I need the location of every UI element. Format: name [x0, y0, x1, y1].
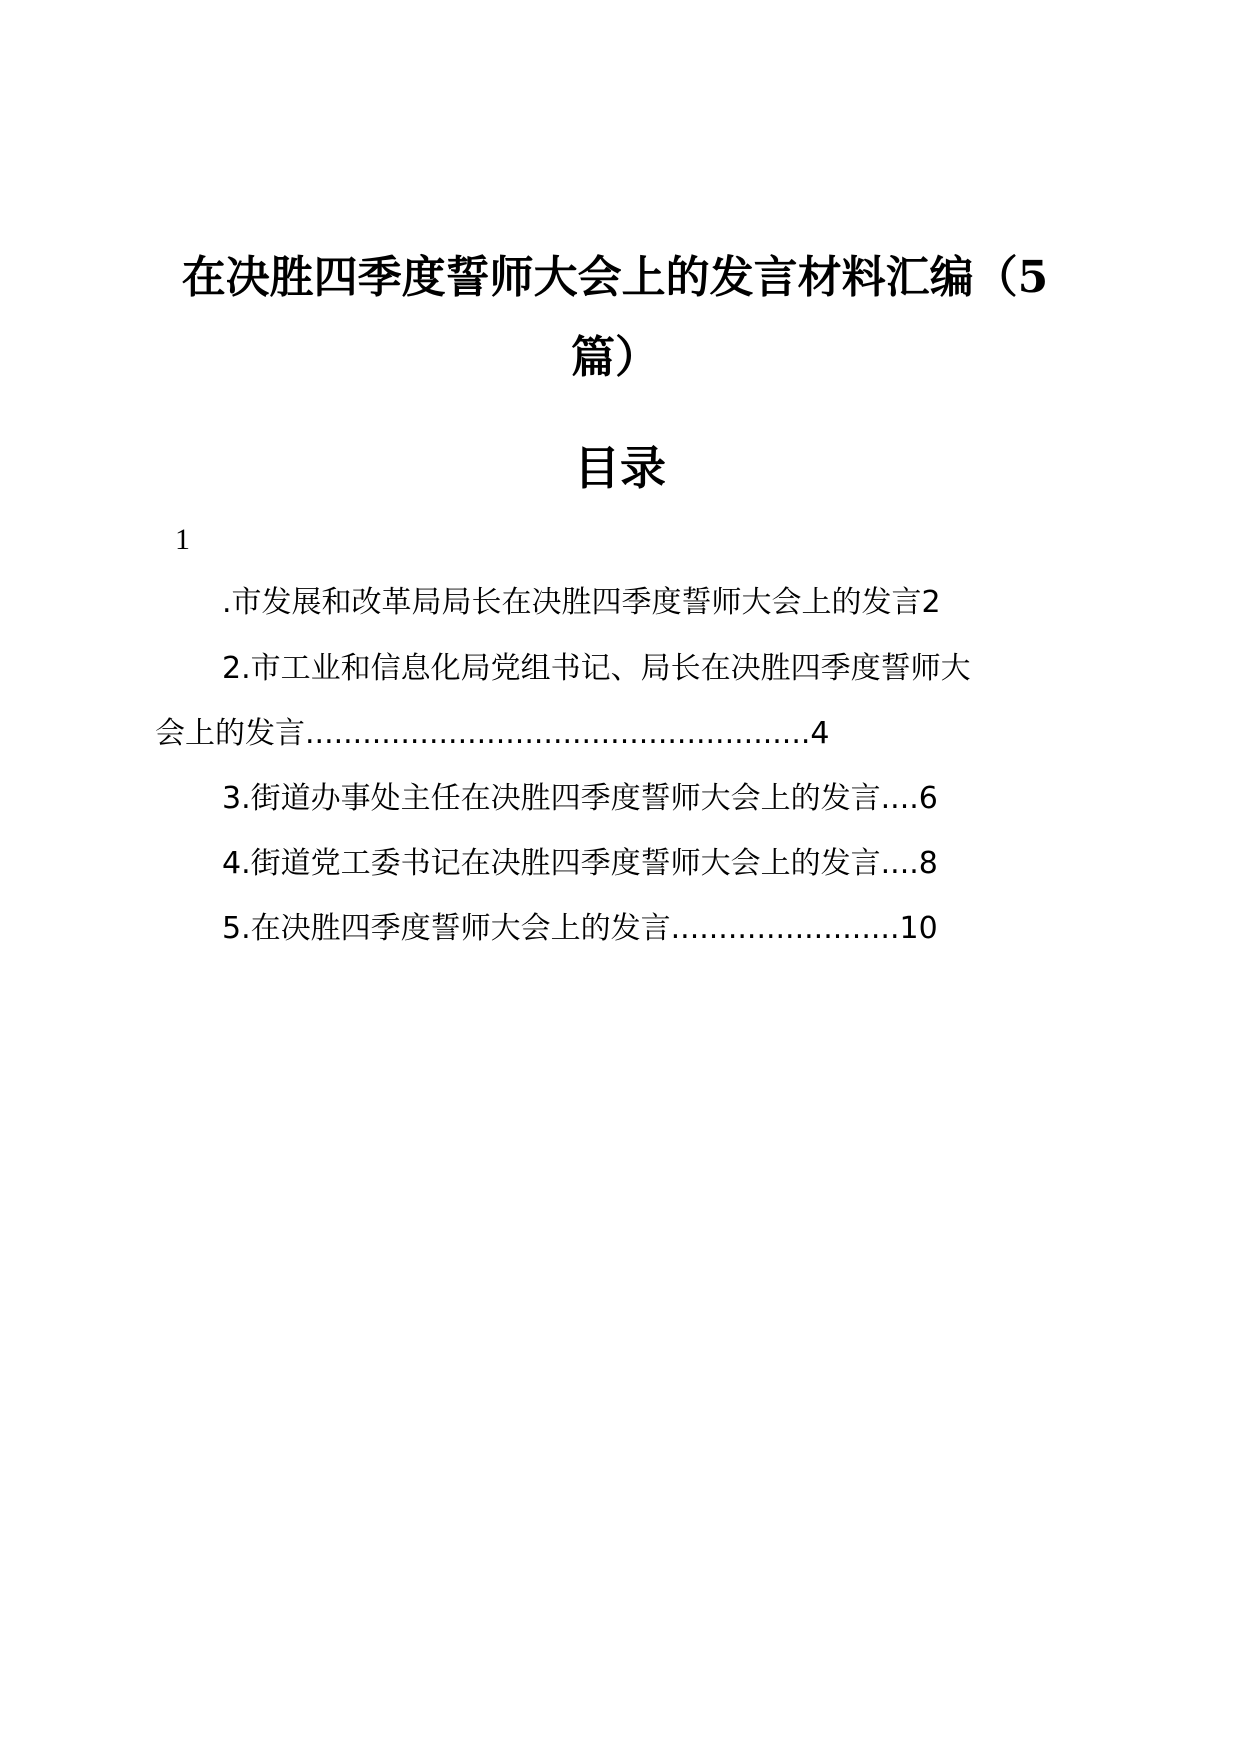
toc-entry-2-line1[interactable]: 2.市工业和信息化局党组书记、局长在决胜四季度誓师大 — [222, 651, 971, 686]
toc-entry-1[interactable]: .市发展和改革局局长在决胜四季度誓师大会上的发言2 — [222, 585, 941, 620]
toc-leading-number: 1 — [175, 523, 190, 556]
toc-entry-4[interactable]: 4.街道党工委书记在决胜四季度誓师大会上的发言....8 — [222, 846, 938, 881]
toc-entry-2-line2[interactable]: 会上的发言.....................................................4 — [155, 716, 830, 751]
toc-entry-5[interactable]: 5.在决胜四季度誓师大会上的发言........................10 — [222, 911, 938, 946]
document-title: 在决胜四季度誓师大会上的发言材料汇编（5篇） — [181, 252, 1049, 383]
toc-entry-3[interactable]: 3.街道办事处主任在决胜四季度誓师大会上的发言....6 — [222, 781, 938, 816]
toc-heading: 目录 — [574, 441, 666, 495]
